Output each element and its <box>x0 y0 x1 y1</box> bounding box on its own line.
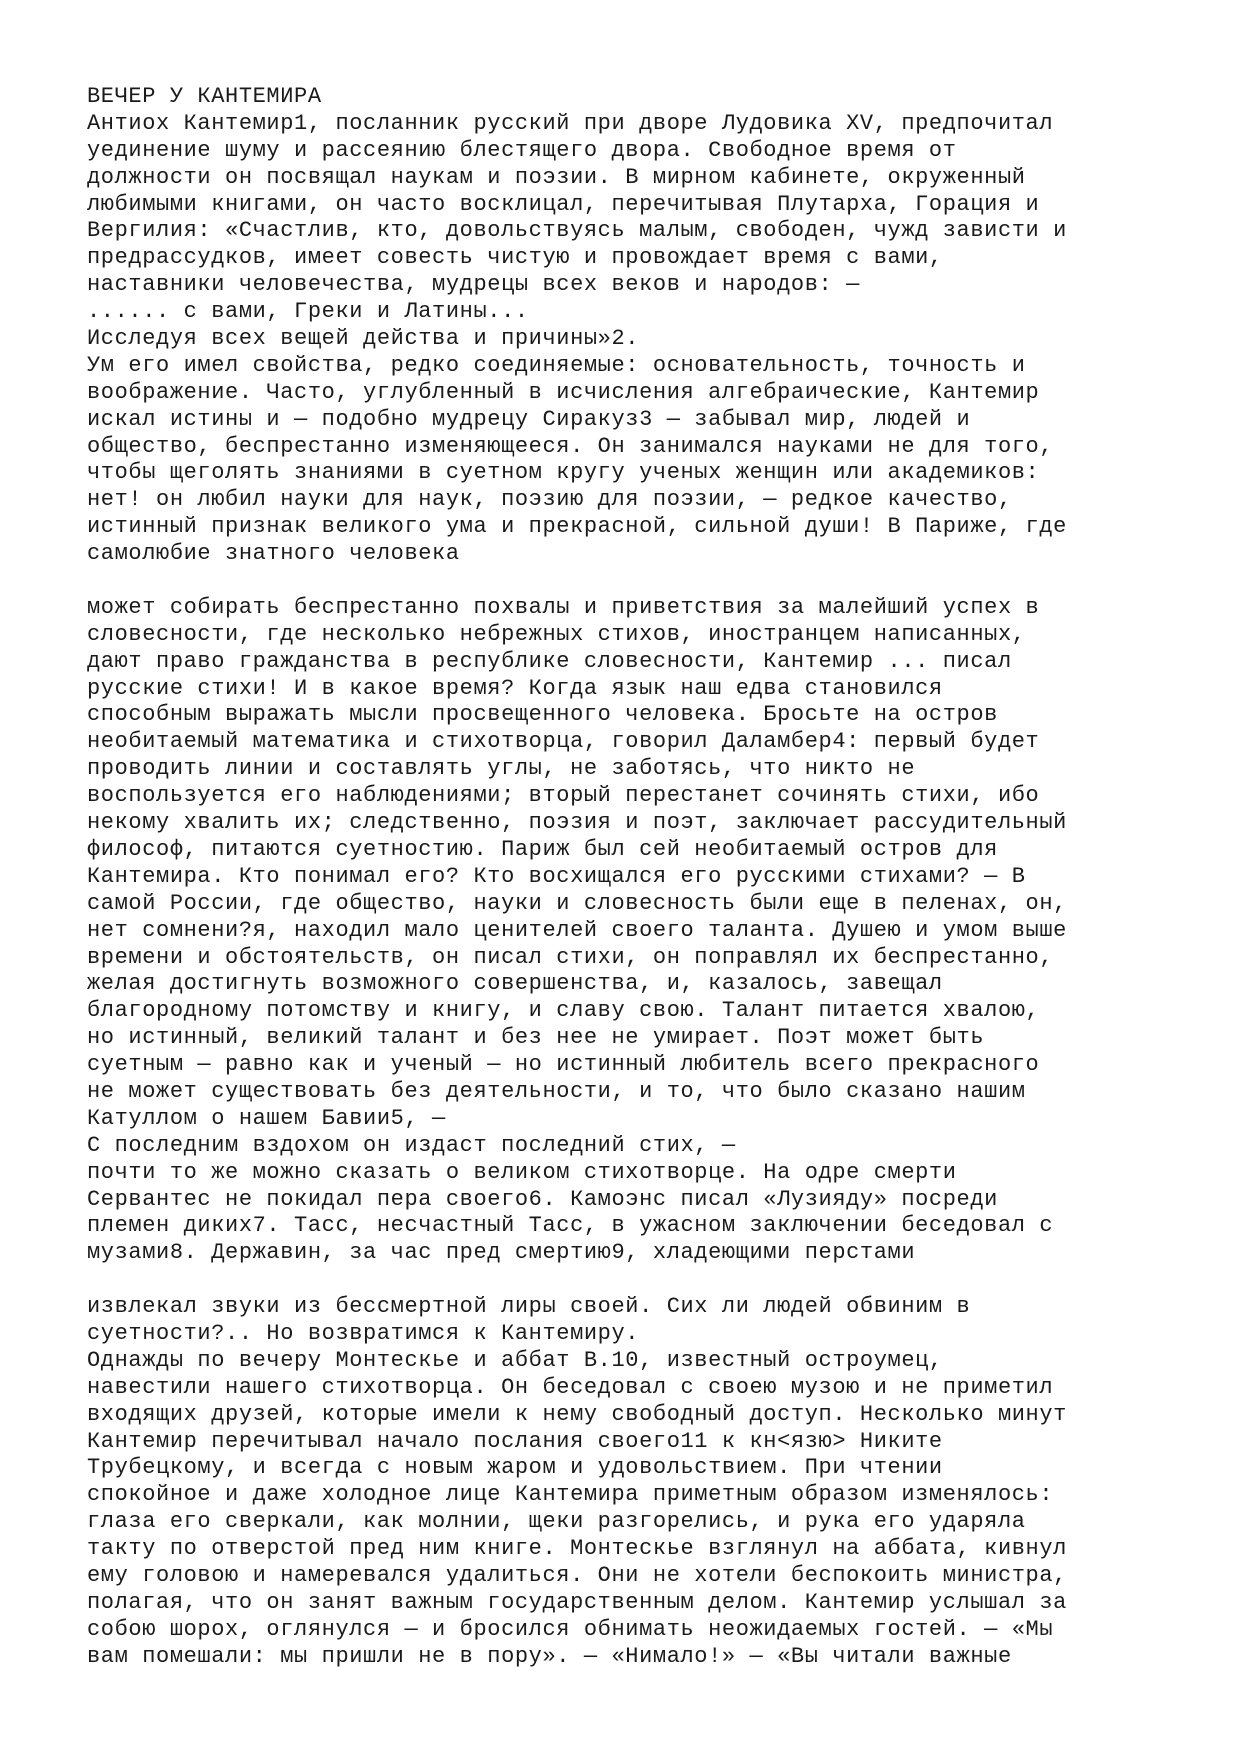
paragraph-gap <box>87 568 1207 595</box>
text-line: благородному потомству и книгу, и славу свою. Талант питается хвалою, <box>87 998 1040 1024</box>
text-block <box>87 1294 1207 1670</box>
document-page <box>87 84 1207 1671</box>
text-line: навестили нашего стихотворца. Он беседовал с своею музою и не приметил <box>87 1374 1054 1400</box>
text-line: Катуллом о нашем Бавии5, — <box>87 1105 446 1131</box>
text-line: общество, беспрестанно изменяющееся. Он занимался науками не для того, <box>87 433 1054 459</box>
text-line: С последним вздохом он издаст последний стих, — <box>87 1132 736 1158</box>
text-line: вам помешали: мы пришли не в пору». — «Нимало!» — «Вы читали важные <box>87 1643 1012 1669</box>
text-line: суетным — равно как и ученый — но истинный любитель всего прекрасного <box>87 1052 1040 1078</box>
text-line: собою шорох, оглянулся — и бросился обнимать неожидаемых гостей. — «Мы <box>87 1616 1054 1642</box>
text-line: чтобы щеголять знаниями в суетном кругу ученых женщин или академиков: <box>87 460 1040 486</box>
text-line: не может существовать без деятельности, и то, что было сказано нашим <box>87 1078 1026 1104</box>
text-line: наставники человечества, мудрецы всех веков и народов: — <box>87 272 860 298</box>
paragraph-gap <box>87 1267 1207 1294</box>
text-line: Вергилия: «Счастлив, кто, довольствуясь малым, свободен, чужд зависти и <box>87 218 1067 244</box>
text-line: словесности, где несколько небрежных стихов, иностранцем написанных, <box>87 621 1026 647</box>
text-line: племен диких7. Тасс, несчастный Тасс, в ужасном заключении беседовал с <box>87 1213 1054 1239</box>
text-line: извлекал звуки из бессмертной лиры своей. Сих ли людей обвиним в <box>87 1294 971 1320</box>
text-line: входящих друзей, которые имели к нему свободный доступ. Несколько минут <box>87 1401 1067 1427</box>
text-line: может собирать беспрестанно похвалы и приветствия за малейший успех в <box>87 594 1040 620</box>
text-line: должности он посвящал наукам и поэзии. В мирном кабинете, окруженный <box>87 164 1026 190</box>
text-line: желая достигнуть возможного совершенства, и, казалось, завещал <box>87 971 943 997</box>
text-line: такту по отверстой пред ним книге. Монтескье взглянул на аббата, кивнул <box>87 1536 1067 1562</box>
text-line: предрассудков, имеет совесть чистую и провождает время с вами, <box>87 245 943 271</box>
text-line: искал истины и — подобно мудрецу Сиракуз3 — забывал мир, людей и <box>87 406 971 432</box>
text-line: Кантемир перечитывал начало послания своего11 к кн<язю> Никите <box>87 1428 943 1454</box>
text-line: полагая, что он занят важным государственным делом. Кантемир услышал за <box>87 1589 1067 1615</box>
text-line: ...... с вами, Греки и Латины... <box>87 299 529 325</box>
text-line: спокойное и даже холодное лице Кантемира приметным образом изменялось: <box>87 1482 1054 1508</box>
text-line: самой России, где общество, науки и словесность были еще в пеленах, он, <box>87 890 1067 916</box>
text-line: Антиох Кантемир1, посланник русский при дворе Лудовика XV, предпочитал <box>87 110 1054 136</box>
text-line: некому хвалить их; следственно, поэзия и поэт, заключает рассудительный <box>87 810 1067 836</box>
text-line: глаза его сверкали, как молнии, щеки разгорелись, и рука его ударяла <box>87 1509 1026 1535</box>
text-line: способным выражать мысли просвещенного человека. Бросьте на остров <box>87 702 998 728</box>
text-line: воспользуется его наблюдениями; вторый перестанет сочинять стихи, ибо <box>87 783 1040 809</box>
text-line: Трубецкому, и всегда с новым жаром и удовольствием. При чтении <box>87 1455 943 1481</box>
text-line: истинный признак великого ума и прекрасной, сильной души! В Париже, где <box>87 514 1067 540</box>
text-line: самолюбие знатного человека <box>87 541 460 567</box>
text-line: любимыми книгами, он часто восклицал, перечитывая Плутарха, Горация и <box>87 191 1040 217</box>
text-line: Исследуя всех вещей действа и причины»2. <box>87 326 640 352</box>
text-line: Кантемира. Кто понимал его? Кто восхищался его русскими стихами? — В <box>87 863 1026 889</box>
text-line: необитаемый математика и стихотворца, говорил Даламбер4: первый будет <box>87 729 1040 755</box>
text-line: суетности?.. Но возвратимся к Кантемиру. <box>87 1320 640 1346</box>
document-title: ВЕЧЕР У КАНТЕМИРА <box>87 84 322 109</box>
text-line: ему головою и намеревался удалиться. Они не хотели беспокоить министра, <box>87 1562 1067 1588</box>
text-line: дают право гражданства в республике словесности, Кантемир ... писал <box>87 648 1012 674</box>
text-line: музами8. Державин, за час пред смертию9, хладеющими перстами <box>87 1240 916 1266</box>
text-line: нет сомнени?я, находил мало ценителей своего таланта. Душею и умом выше <box>87 917 1067 943</box>
text-line: воображение. Часто, углубленный в исчисления алгебраические, Кантемир <box>87 379 1040 405</box>
text-line: времени и обстоятельств, он писал стихи, он поправлял их беспрестанно, <box>87 944 1054 970</box>
text-line: Однажды по вечеру Монтескье и аббат В.10, известный остроумец, <box>87 1347 943 1373</box>
text-line: почти то же можно сказать о великом стихотворце. На одре смерти <box>87 1159 957 1185</box>
text-line: русские стихи! И в какое время? Когда язык наш едва становился <box>87 675 943 701</box>
text-line: Сервантес не покидал пера своего6. Камоэнс писал «Лузияду» посреди <box>87 1186 998 1212</box>
text-block <box>87 84 1207 568</box>
text-line: уединение шуму и рассеянию блестящего двора. Свободное время от <box>87 137 957 163</box>
text-block <box>87 595 1207 1267</box>
text-line: философ, питаются суетностию. Париж был сей необитаемый остров для <box>87 836 998 862</box>
text-line: проводить линии и составлять углы, не заботясь, что никто не <box>87 756 916 782</box>
text-line: Ум его имел свойства, редко соединяемые: основательность, точность и <box>87 352 1026 378</box>
text-line: нет! он любил науки для наук, поэзию для поэзии, — редкое качество, <box>87 487 1012 513</box>
text-line: но истинный, великий талант и без нее не умирает. Поэт может быть <box>87 1025 985 1051</box>
